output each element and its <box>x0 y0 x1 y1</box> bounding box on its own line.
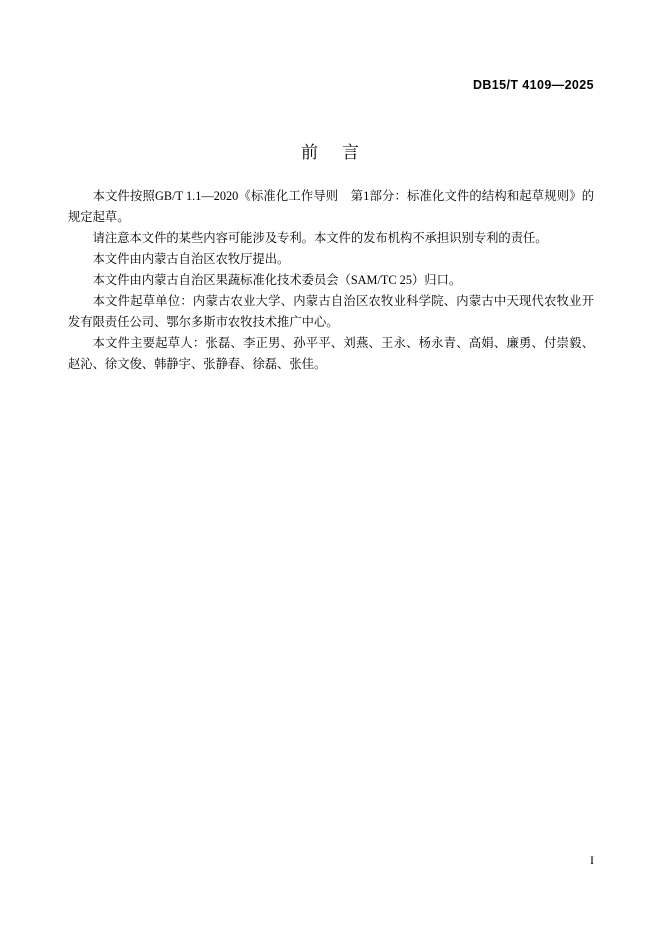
page-title <box>0 138 662 163</box>
foreword-paragraph: 本文件起草单位：内蒙古农业大学、内蒙古自治区农牧业科学院、内蒙古中天现代农牧业开发有限责任公司、鄂尔多斯市农牧技术推广中心。 <box>68 294 594 329</box>
foreword-paragraph: 本文件由内蒙古自治区农牧厅提出。 <box>92 252 290 266</box>
header-standard-code: DB15/T 4109—2025 <box>472 78 594 92</box>
page-title-char-1: 前 <box>301 143 320 163</box>
foreword-paragraph: 请注意本文件的某些内容可能涉及专利。本文件的发布机构不承担识别专利的责任。 <box>92 231 548 245</box>
page-title-char-2: 言 <box>342 143 361 163</box>
foreword-paragraph: 本文件按照GB/T 1.1—2020《标准化工作导则 第1部分：标准化文件的结构和起草规则》的规定起草。 <box>68 189 594 224</box>
page-number: I <box>590 853 594 867</box>
foreword-paragraph: 本文件由内蒙古自治区果蔬标准化技术委员会（SAM/TC 25）归口。 <box>92 273 462 287</box>
foreword-body <box>68 186 594 375</box>
foreword-paragraph: 本文件主要起草人：张磊、李正男、孙平平、刘燕、王永、杨永青、高娟、廉勇、付崇毅、赵沁、徐文俊、韩静宇、张静春、徐磊、张佳。 <box>68 336 594 371</box>
